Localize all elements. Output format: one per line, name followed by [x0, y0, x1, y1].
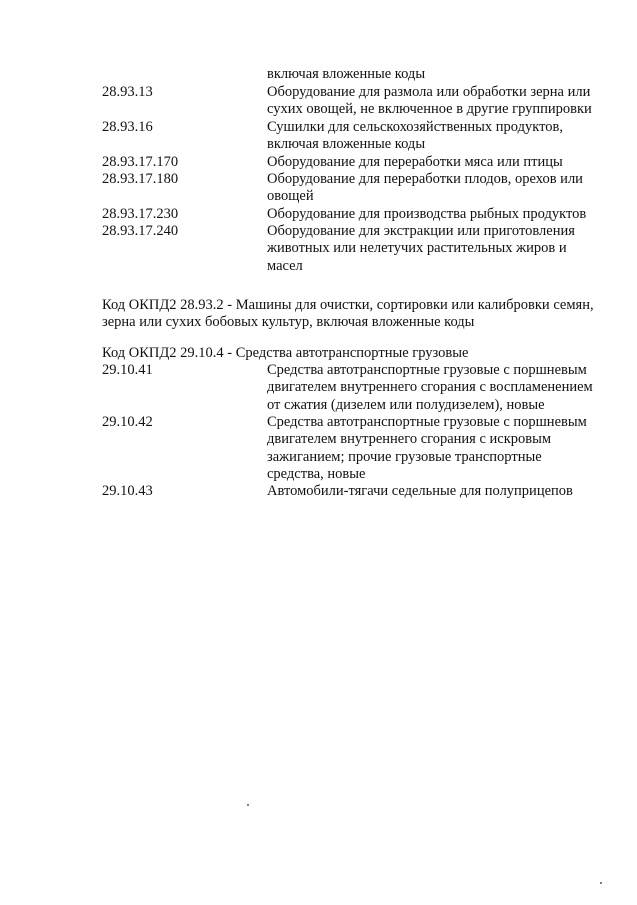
desc-line: животных или нелетучих растительных жиров и: [267, 240, 567, 256]
code-28-93-13: 28.93.13: [102, 84, 153, 100]
section-okpd2-28-93-2: Код ОКПД2 28.93.2 - Машины для очистки, сортировки или калибровки семян,: [102, 297, 594, 313]
scan-speck: [600, 882, 602, 884]
desc-line: сухих овощей, не включенное в другие группировки: [267, 101, 592, 117]
desc-line: масел: [267, 258, 303, 274]
desc-line: Средства автотранспортные грузовые с поршневым: [267, 362, 587, 378]
code-28-93-17-170: 28.93.17.170: [102, 154, 179, 170]
code-29-10-41: 29.10.41: [102, 362, 153, 378]
code-28-93-16: 28.93.16: [102, 119, 153, 135]
section-okpd2-28-93-2-cont: зерна или сухих бобовых культур, включая вложенные коды: [102, 314, 475, 330]
code-29-10-43: 29.10.43: [102, 483, 153, 499]
desc-line: зажиганием; прочие грузовые транспортные: [267, 449, 542, 465]
desc-line: Оборудование для переработки мяса или птицы: [267, 154, 563, 170]
desc-line: Оборудование для размола или обработки зерна или: [267, 84, 591, 100]
section-heading-okpd2-29-10-4: Код ОКПД2 29.10.4 - Средства автотранспортные грузовые: [102, 345, 469, 361]
desc-line: от сжатия (дизелем или полудизелем), новые: [267, 397, 545, 413]
code-28-93-17-240: 28.93.17.240: [102, 223, 179, 239]
desc-line: Оборудование для экстракции или приготовления: [267, 223, 575, 239]
code-28-93-17-180: 28.93.17.180: [102, 171, 179, 187]
desc-line: Сушилки для сельскохозяйственных продуктов,: [267, 119, 563, 135]
desc-line: двигателем внутреннего сгорания с искровым: [267, 431, 552, 447]
desc-line: средства, новые: [267, 466, 366, 482]
code-28-93-17-230: 28.93.17.230: [102, 206, 179, 222]
desc-line: Автомобили-тягачи седельные для полуприцепов: [267, 483, 573, 499]
scan-speck: [247, 804, 249, 806]
desc-line: двигателем внутреннего сгорания с воспламенением: [267, 379, 593, 395]
desc-line: овощей: [267, 188, 314, 204]
desc-line: Оборудование для производства рыбных продуктов: [267, 206, 587, 222]
code-29-10-42: 29.10.42: [102, 414, 153, 430]
desc-line: включая вложенные коды: [267, 136, 426, 152]
desc-line: Средства автотранспортные грузовые с поршневым: [267, 414, 587, 430]
continuation-text: включая вложенные коды: [267, 66, 426, 82]
desc-line: Оборудование для переработки плодов, орехов или: [267, 171, 583, 187]
